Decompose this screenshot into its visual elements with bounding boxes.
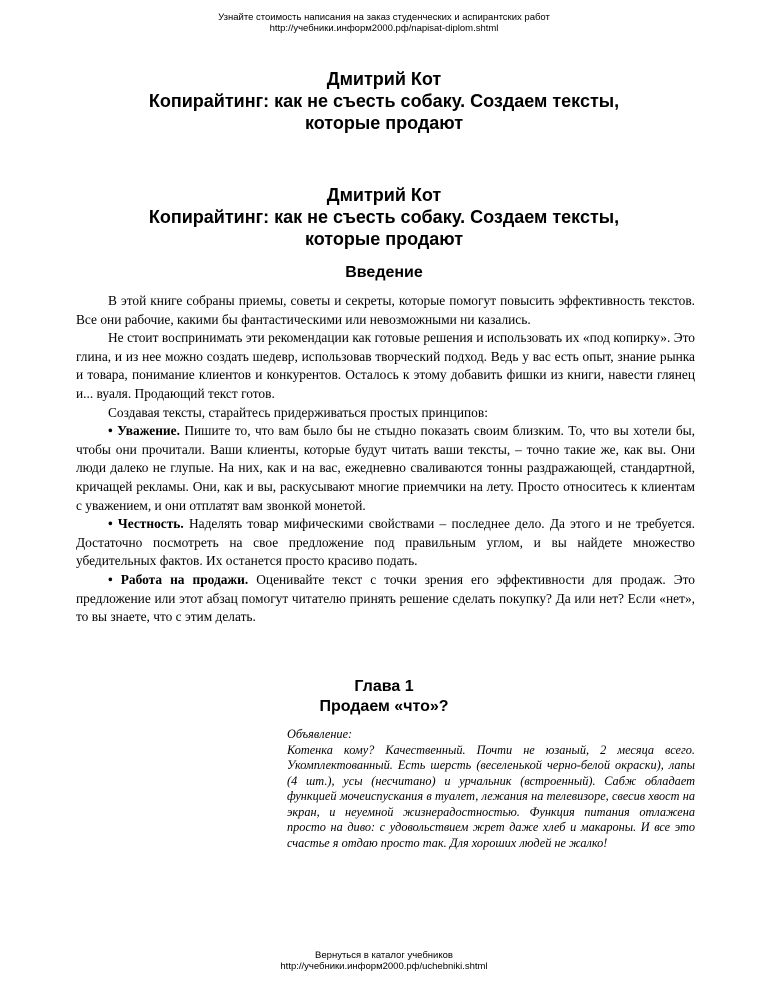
intro-heading: Введение (345, 264, 423, 281)
author-name: Дмитрий Кот (326, 185, 442, 205)
epigraph (287, 727, 695, 851)
book-title-line-2: которые продают (304, 113, 464, 133)
principle-text: Пишите то, что вам было бы не стыдно показать своим близким. То, что вы хотели бы, чтобы они прочитали. Ваши клиенты, которые будут читать ваши тексты, – точно такие же, как вы. Они люди далеко не глупые. На них, как и на вас, ежедневно сваливаются тонны раздражающей, стандартной, кричащей рекламы. Они, как и вы, раскусывают многие приемчики на лету. Просто относитесь к клиентам с уважением, и они отплатят вам звонкой монетой. (76, 423, 695, 513)
intro-paragraph: В этой книге собраны приемы, советы и секреты, которые помогут повысить эффективность текстов. Все они рабочие, какими бы фантастическими или невозможными ни казались. (76, 293, 695, 327)
title-block-2 (60, 184, 708, 250)
page-footer (0, 950, 768, 972)
header-link[interactable]: http://учебники.информ2000.рф/napisat-diplom.shtml (269, 23, 499, 34)
epigraph-label: Объявление: (287, 727, 353, 741)
principle-lead: • Уважение. (108, 423, 180, 439)
header-promo-text: Узнайте стоимость написания на заказ студенческих и аспирантских работ (218, 12, 550, 23)
author-name: Дмитрий Кот (326, 69, 442, 89)
epigraph-text: Котенка кому? Качественный. Почти не юзаный, 2 месяца всего. Укомплектованный. Есть шерсть (веселенькой черно-белой окраски), лапы (4 шт.), усы (несчитано) и урчальник (встроенный). Сабж обладает функцией мочеиспускания в туалет, лежания на телевизоре, свесив хвост на экран, и неуемной жизнерадостностью. Функция питания отлажена просто на диво: с удовольствием жрет даже хлеб и макароны. И все это счастье я отдаю просто так. Для хороших людей не жалко! (287, 742, 695, 850)
principle-text: Наделять товар мифическими свойствами – последнее дело. Да этого и не требуется. Достаточно посмотреть на свое предложение под правильным углом, и вы найдете множество убедительных фактов. Их останется просто красиво подать. (76, 516, 695, 569)
principle-text: Оценивайте текст с точки зрения его эффективности для продаж. Это предложение или этот абзац помогут читателю принять решение сделать покупку? Да или нет? Если «нет», то вы знаете, что с этим делать. (76, 571, 695, 625)
book-title-line-1: Копирайтинг: как не съесть собаку. Создаем тексты, (148, 91, 620, 111)
page-header (0, 12, 768, 34)
chapter-number: Глава 1 (354, 678, 414, 695)
principle-respect (76, 422, 695, 515)
chapter-title: Продаем «что»? (319, 698, 449, 715)
principle-sales (76, 571, 695, 627)
book-title-line-1: Копирайтинг: как не съесть собаку. Создаем тексты, (148, 207, 620, 227)
chapter-heading (60, 677, 708, 717)
book-title-line-2: которые продают (304, 229, 464, 249)
principle-honesty (76, 515, 695, 571)
footer-url-link[interactable]: http://учебники.информ2000.рф/uchebniki.shtml (280, 961, 488, 972)
intro-paragraph: Не стоит воспринимать эти рекомендации как готовые решения и использовать их «под копирку». Это глина, и из нее можно создать шедевр, использовав творческий подход. Ведь у вас есть опыт, знание рынка и товара, понимание клиентов и конкурентов. Осталось к этому добавить фишки из книги, навести глянец и... вуаля. Продающий текст готов. (76, 330, 695, 401)
footer-catalog-link[interactable]: Вернуться в каталог учебников (315, 950, 453, 961)
title-block-1 (60, 68, 708, 134)
intro-paragraph: Создавая тексты, старайтесь придерживаться простых принципов: (108, 404, 488, 420)
principle-lead: • Работа на продажи. (108, 571, 249, 587)
intro-body (76, 292, 695, 627)
principle-lead: • Честность. (108, 516, 184, 532)
